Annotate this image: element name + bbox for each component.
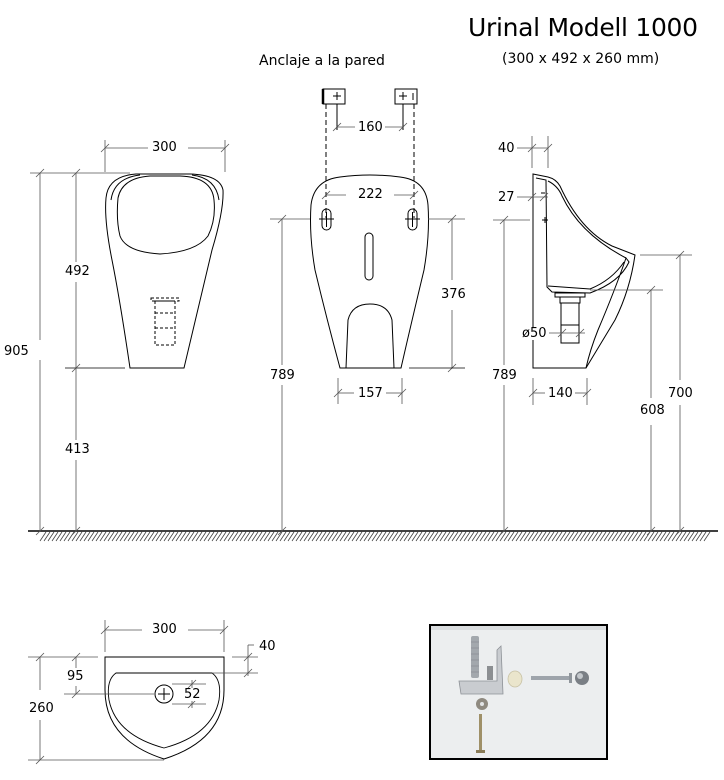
wall-anchor-heading: Anclaje a la pared <box>259 53 385 69</box>
hole-to-bottom-label: 376 <box>441 287 466 302</box>
front-height-label: 492 <box>65 264 90 279</box>
total-height-label: 905 <box>4 344 29 359</box>
cap-nut-icon <box>575 671 589 685</box>
bottom-opening-width-label: 157 <box>358 386 383 401</box>
drawing-subtitle: (300 x 492 x 260 mm) <box>502 51 660 67</box>
spacer-icon <box>508 671 522 687</box>
drain-diameter-label: 52 <box>184 687 201 702</box>
wall-plug-icon <box>471 636 479 678</box>
front-view-dimensions <box>30 140 229 535</box>
drawing-title: Urinal Modell 1000 <box>468 13 698 42</box>
side-view-urinal <box>533 174 635 368</box>
top-depth-label: 260 <box>29 701 54 716</box>
floor-to-bottom-label: 413 <box>65 442 90 457</box>
top-view-urinal <box>105 657 224 759</box>
rear-hole-height-label: 789 <box>270 368 295 383</box>
hole-offset-label: 27 <box>498 190 515 205</box>
outlet-height-label: 608 <box>640 403 665 418</box>
side-hole-height-label: 789 <box>492 368 517 383</box>
front-width-label: 300 <box>152 140 177 155</box>
back-thickness-label: 40 <box>259 639 276 654</box>
hardware-kit-illustration <box>431 626 606 758</box>
mounting-hardware-photo <box>429 624 608 760</box>
outlet-diameter-label: ø50 <box>522 326 547 341</box>
drain-offset-label: 95 <box>67 669 84 684</box>
anchor-spacing-label: 160 <box>358 120 383 135</box>
rear-view-dimensions <box>270 120 465 535</box>
hole-spacing-label: 222 <box>358 187 383 202</box>
washer-icon <box>476 698 488 710</box>
wall-thickness-label: 40 <box>498 141 515 156</box>
floor-line <box>28 531 718 541</box>
front-view-urinal <box>106 174 223 368</box>
top-width-label: 300 <box>152 622 177 637</box>
rim-height-label: 700 <box>668 386 693 401</box>
bottom-depth-label: 140 <box>548 386 573 401</box>
